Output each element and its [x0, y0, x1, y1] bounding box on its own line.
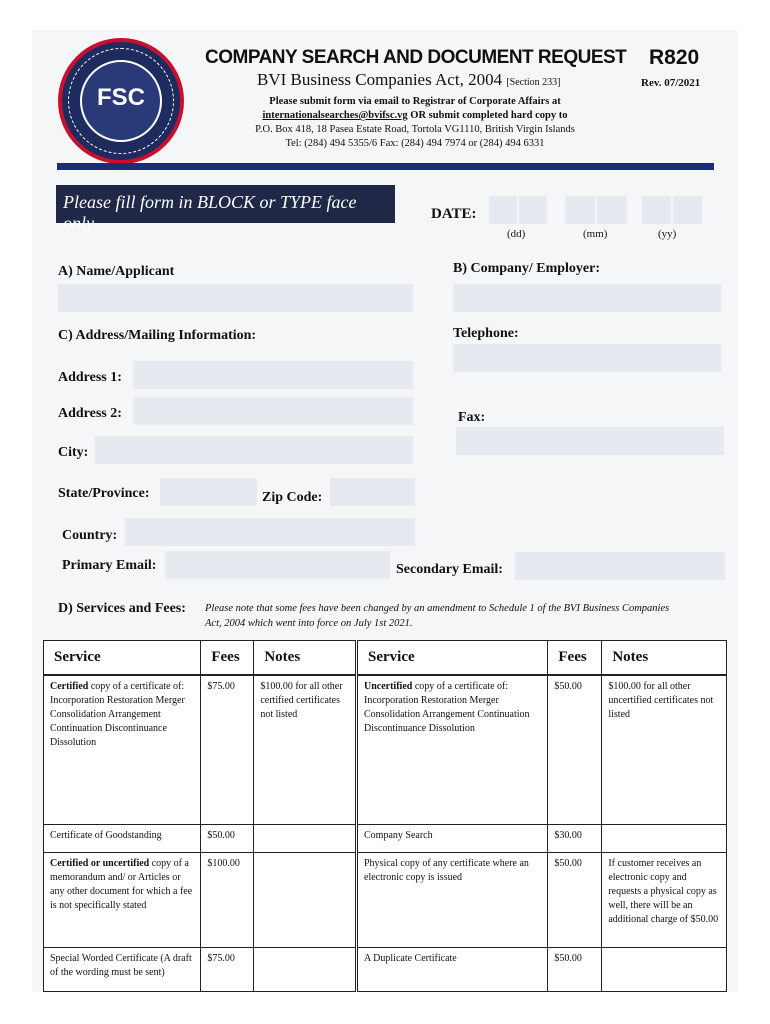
date-mm-hint: (mm) [583, 228, 608, 240]
zip-code-field[interactable] [330, 478, 415, 506]
fee-cell: $50.00 [548, 853, 602, 948]
date-year-digit2[interactable] [673, 196, 702, 224]
city-field[interactable] [95, 436, 413, 464]
state-province-label: State/Province: [58, 486, 150, 501]
services-table-right [357, 640, 727, 992]
column-header-notes: Notes [254, 641, 356, 675]
telephone-field[interactable] [453, 344, 721, 372]
address1-label: Address 1: [58, 370, 122, 385]
form-number: R820 [649, 46, 700, 69]
table-row [358, 853, 727, 948]
date-label: DATE: [431, 206, 477, 222]
secondary-email-field[interactable] [515, 552, 725, 580]
date-day-digit1[interactable] [489, 196, 517, 224]
column-header-notes: Notes [602, 641, 727, 675]
address1-field[interactable] [133, 361, 413, 389]
registrar-email-link[interactable]: internationalsearches@bvifsc.vg [262, 110, 408, 121]
date-dd-hint: (dd) [507, 228, 526, 240]
service-cell: Certified or uncertified copy of a memorandum and/ or Articles or any other document for which a fee is not specifically stated [44, 853, 201, 948]
address2-field[interactable] [133, 397, 413, 425]
contact-numbers: Tel: (284) 494 5355/6 Fax: (284) 494 7974 or (284) 494 6331 [285, 138, 545, 149]
city-label: City: [58, 445, 89, 460]
address-section-label: C) Address/Mailing Information: [58, 328, 257, 343]
service-cell: Company Search [358, 825, 548, 853]
notes-cell [254, 948, 356, 992]
table-row [358, 675, 727, 825]
column-header-service: Service [358, 641, 548, 675]
header-divider [57, 163, 714, 170]
date-day-digit2[interactable] [519, 196, 547, 224]
fee-cell: $50.00 [548, 675, 602, 825]
country-field[interactable] [125, 518, 415, 546]
table-row [358, 948, 727, 992]
hard-copy-instruction: OR submit completed hard copy to [410, 110, 568, 121]
postal-address: P.O. Box 418, 18 Pasea Estate Road, Tortola VG1110, British Virgin Islands [255, 124, 575, 135]
state-province-field[interactable] [160, 478, 257, 506]
notes-cell [254, 825, 356, 853]
fee-cell: $50.00 [548, 948, 602, 992]
fee-cell: $30.00 [548, 825, 602, 853]
section-reference: [Section 233] [506, 77, 561, 88]
country-label: Country: [62, 528, 118, 543]
block-letters-notice: Please fill form in BLOCK or TYPE face only. [56, 185, 395, 223]
act-name: BVI Business Companies Act, 2004 [257, 70, 503, 89]
date-month-digit2[interactable] [597, 196, 627, 224]
table-header-row [44, 641, 356, 675]
name-applicant-label: A) Name/Applicant [58, 264, 175, 279]
fee-cell: $75.00 [201, 948, 254, 992]
service-cell: Certified copy of a certificate of: Incorporation Restoration Merger Consolidation Arrangement Continuation Discontinuance Dissolution [44, 675, 201, 825]
secondary-email-label: Secondary Email: [396, 562, 503, 577]
table-row [44, 853, 356, 948]
form-subtitle [257, 70, 561, 90]
company-employer-label: B) Company/ Employer: [453, 261, 600, 276]
date-yy-hint: (yy) [658, 228, 677, 240]
column-header-fees: Fees [201, 641, 254, 675]
table-row [358, 825, 727, 853]
primary-email-field[interactable] [165, 551, 390, 579]
service-cell: Certificate of Goodstanding [44, 825, 201, 853]
fee-cell: $50.00 [201, 825, 254, 853]
primary-email-label: Primary Email: [62, 558, 157, 573]
table-header-row [358, 641, 727, 675]
table-row [44, 825, 356, 853]
notes-cell [602, 948, 727, 992]
logo-text: FSC [97, 84, 145, 111]
notes-cell [602, 825, 727, 853]
date-month-digit1[interactable] [565, 196, 595, 224]
notes-cell: $100.00 for all other uncertified certificates not listed [602, 675, 727, 825]
fee-cell: $100.00 [201, 853, 254, 948]
fax-label: Fax: [458, 410, 486, 425]
form-title: COMPANY SEARCH AND DOCUMENT REQUEST [205, 47, 627, 68]
service-cell: A Duplicate Certificate [358, 948, 548, 992]
fee-amendment-note: Please note that some fees have been changed by an amendment to Schedule 1 of the BVI Business Companies Act, 2004 which went into force on July 1st 2021. [205, 603, 670, 629]
company-employer-field[interactable] [453, 284, 721, 312]
service-cell: Uncertified copy of a certificate of: Incorporation Restoration Merger Consolidation Arrangement Continuation Discontinuance Dissolution [358, 675, 548, 825]
logo-seal [80, 60, 162, 142]
notes-cell: $100.00 for all other certified certificates not listed [254, 675, 356, 825]
zip-code-label: Zip Code: [262, 490, 323, 505]
fax-field[interactable] [456, 427, 724, 455]
services-fees-heading: D) Services and Fees: [58, 601, 186, 616]
date-year-digit1[interactable] [642, 196, 671, 224]
name-applicant-field[interactable] [58, 284, 413, 312]
submission-instruction: Please submit form via email to Registrar of Corporate Affairs at [269, 96, 561, 107]
service-cell: Physical copy of any certificate where an electronic copy is issued [358, 853, 548, 948]
notes-cell: If customer receives an electronic copy and requests a physical copy as well, there will be an additional charge of $50.00 [602, 853, 727, 948]
submission-instruction-line2 [185, 110, 645, 121]
column-header-service: Service [44, 641, 201, 675]
fee-cell: $75.00 [201, 675, 254, 825]
services-table-left [43, 640, 356, 992]
address2-label: Address 2: [58, 406, 122, 421]
column-header-fees: Fees [548, 641, 602, 675]
table-row [44, 948, 356, 992]
notes-cell [254, 853, 356, 948]
telephone-label: Telephone: [453, 326, 519, 341]
revision-date: Rev. 07/2021 [641, 77, 701, 89]
fsc-logo [58, 38, 184, 164]
service-cell: Special Worded Certificate (A draft of the wording must be sent) [44, 948, 201, 992]
table-row [44, 675, 356, 825]
